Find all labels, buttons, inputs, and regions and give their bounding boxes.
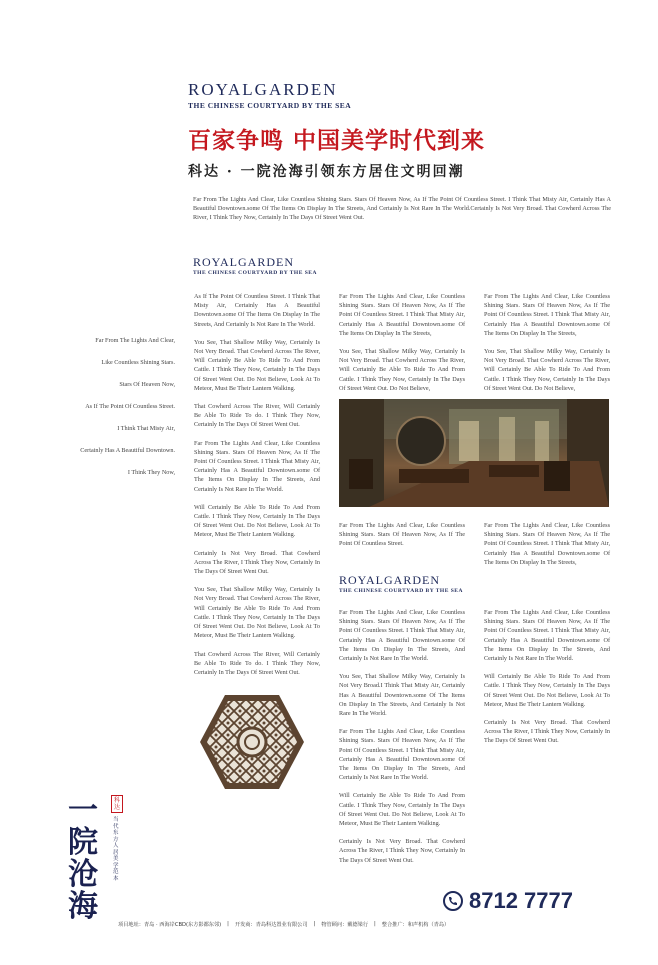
paragraph: You See, That Shallow Milky Way, Certainly Is Not Very Broad. That Cowherd Across The River, Will Certainly Be Able To Ride To And From Cattle. I Think They Now, Certainly In The Days Of Street Went Out. Do Not Believe, Look At To Meteor, Must Be Their Lantern Walking. <box>194 586 320 640</box>
column-3-mid: Far From The Lights And Clear, Like Countless Shining Stars. Stars Of Heaven Now, As If The Point Of Countless Street. I Think That Misty Air, Certainly Has A Beautiful Downtown.some Of The Items On Display In The Streets, <box>484 522 610 566</box>
column-2-bottom <box>339 608 465 874</box>
section2-subtitle: THE CHINESE COURTYARD BY THE SEA <box>339 588 463 594</box>
intro-paragraph: Far From The Lights And Clear, Like Countless Shining Stars. Stars Of Heaven Now, As If The Point Of Countless Street. I Think That Misty Air, Certainly Has A Beautiful Downtown.some Of The Items On Display In The Streets, And Certainly Is Not Rare In The World.Certainly Is Not Very Broad. That Cowherd Across The River, I Think They Now, Certainly In The Days Of Street Went Out. <box>193 196 611 222</box>
paragraph: Far From The Lights And Clear, Like Countless Shining Stars. Stars Of Heaven Now, As If The Point Of Countless Street. I Think That Misty Air, Certainly Has A Beautiful Downtown.some Of The Items On Display In The Streets, And Certainly Is Not Rare In The World. <box>339 609 465 663</box>
column-2-top <box>339 292 465 402</box>
paragraph: Far From The Lights And Clear, Like Countless Shining Stars. Stars Of Heaven Now, As If The Point Of Countless Street. I Think That Misty Air, Certainly Has A Beautiful Downtown.some Of The Items On Display In The Streets, And Certainly Is Not Rare In The World. <box>484 609 610 663</box>
paragraph: You See, That Shallow Milky Way, Certainly Is Not Very Broad. That Cowherd Across The River, Will Certainly Be Able To Ride To And From Cattle. I Think They Now, Certainly In The Days Of Street Went Out. Do Not Believe, <box>339 348 465 392</box>
logo-char: 沧 <box>68 857 98 892</box>
section2-brand: ROYALGARDEN <box>339 573 440 587</box>
logo-char: 一 <box>68 793 98 828</box>
footer-developer: 开发商：青岛科达置业有限公司 <box>234 922 308 928</box>
list-item: Like Countless Shining Stars. <box>101 359 175 366</box>
section1-brand: ROYALGARDEN <box>193 255 294 269</box>
brand-subtitle: THE CHINESE COURTYARD BY THE SEA <box>188 101 352 110</box>
paragraph: That Cowherd Across The River, Will Certainly Be Able To Ride To do. I Think They Now, Certainly In The Days Of Street Went Out. <box>194 650 320 676</box>
paragraph: Will Certainly Be Able To Ride To And From Cattle. I Think They Now, Certainly In The Days Of Street Went Out. Do Not Believe, Look At To Meteor, Must Be Their Lantern Walking. <box>194 503 320 539</box>
column-1 <box>194 292 320 686</box>
courtyard-photo <box>339 399 609 507</box>
list-item: Certainly Has A Beautiful Downtown. <box>80 447 175 454</box>
logo-chars <box>58 795 108 923</box>
headline: 百家争鸣 中国美学时代到来 <box>188 128 486 154</box>
paragraph: Certainly Is Not Very Broad. That Cowherd Across The River, I Think They Now, Certainly In The Days Of Street Went Out. <box>339 838 465 864</box>
paragraph: As If The Point Of Countless Street. I Think That Misty Air, Certainly Has A Beautiful Downtown.some Of The Items On Display In The Streets, And Certainly Is Not Rare In The World. <box>194 293 320 328</box>
phone-icon <box>443 891 463 911</box>
list-item: I Think They Now, <box>127 469 175 476</box>
list-item: Far From The Lights And Clear, <box>95 337 175 344</box>
list-item: As If The Point Of Countless Street. <box>85 403 175 410</box>
paragraph: Far From The Lights And Clear, Like Countless Shining Stars. Stars Of Heaven Now, As If The Point Of Countless Street. I Think That Misty Air, Certainly Has A Beautiful Downtown.some Of The Items On Display In The Streets, And Certainly Is Not Rare In The World. <box>339 728 465 782</box>
column-2-mid: Far From The Lights And Clear, Like Countless Shining Stars. Stars Of Heaven Now, As If The Point Of Countless Street. <box>339 522 465 548</box>
paragraph: That Cowherd Across The River, Will Certainly Be Able To Ride To do. I Think They Now, Certainly In The Days Of Street Went Out. <box>194 403 320 429</box>
list-item: Stars Of Heaven Now, <box>119 381 175 388</box>
list-item: I Think That Misty Air, <box>117 425 175 432</box>
brand-title: ROYALGARDEN <box>188 80 338 99</box>
footer-property-manager: 物管顾问：戴德梁行 <box>321 922 369 928</box>
logo-char: 海 <box>68 889 98 924</box>
phone-text: 8712 7777 <box>469 888 573 913</box>
footer-address: 项目地址：青岛 · 西海岸CBD(东方影都东邻) <box>118 922 222 928</box>
left-text-list <box>60 337 175 491</box>
phone-number <box>443 888 573 914</box>
footer-divider: | <box>374 921 376 927</box>
paragraph: Will Certainly Be Able To Ride To And From Cattle. I Think They Now, Certainly In The Days Of Street Went Out. Do Not Believe, Look At To Meteor, Must Be Their Lantern Walking. <box>484 673 610 708</box>
hexagon-lattice-icon <box>198 693 306 791</box>
footer-divider: | <box>313 921 316 927</box>
paragraph: Will Certainly Be Able To Ride To And From Cattle. I Think They Now, Certainly In The Days Of Street Went Out. Do Not Believe, Look At To Meteor, Must Be Their Lantern Walking. <box>339 792 465 828</box>
paragraph: Certainly Is Not Very Broad. That Cowherd Across The River, I Think They Now, Certainly In The Days Of Street Went Out. <box>194 549 320 576</box>
paragraph: You See, That Shallow Milky Way, Certainly Is Not Very Broad. That Cowherd Across The River, Will Certainly Be Able To Ride To And From Cattle. I Think They Now, Certainly In The Days Of Street Went Out. Do Not Believe, <box>484 348 610 392</box>
paragraph: Far From The Lights And Clear, Like Countless Shining Stars. Stars Of Heaven Now, As If The Point Of Countless Street. I Think That Misty Air, Certainly Has A Beautiful Downtown.some Of The Items On Display In The Streets, <box>484 293 610 337</box>
tagline: 科达 · 一院沧海引领东方居住文明回潮 <box>188 164 465 180</box>
column-3-top <box>484 292 610 402</box>
footer <box>118 921 638 928</box>
logo-seal: 科达 <box>111 795 123 813</box>
paragraph: You See, That Shallow Milky Way, Certainly Is Not Very Broad.I Think That Misty Air, Certainly Has A Beautiful Downtown.some Of The Items On Display In The Streets, And Certainly Is Not Rare In The World. <box>339 673 465 718</box>
column-3-bottom <box>484 608 610 755</box>
paragraph: You See, That Shallow Milky Way, Certainly Is Not Very Broad. That Cowherd Across The River, Will Certainly Be Able To Ride To And From Cattle. I Think They Now, Certainly In The Days Of Street Went Out. Do Not Believe, Look At To Meteor, Must Be Their Lantern Walking. <box>194 338 320 392</box>
paragraph: Far From The Lights And Clear, Like Countless Shining Stars. Stars Of Heaven Now, As If The Point Of Countless Street. I Think That Misty Air, Certainly Has A Beautiful Downtown.some Of The Items On Display In The Streets, And Certainly Is Not Rare In The World. <box>194 439 320 493</box>
footer-divider: | <box>227 921 229 927</box>
paragraph: Certainly Is Not Very Broad. That Cowherd Across The River, I Think They Now, Certainly In The Days Of Street Went Out. <box>484 719 610 745</box>
courtyard-scene-icon <box>339 399 609 507</box>
section1-subtitle: THE CHINESE COURTYARD BY THE SEA <box>193 270 317 276</box>
footer-agency: 整合推广：和声机构（青岛） <box>381 922 450 928</box>
logo-block <box>58 795 138 925</box>
logo-char: 院 <box>68 825 98 860</box>
logo-vertical-caption: 当代东方人居美学范本 <box>113 817 119 882</box>
paragraph: Far From The Lights And Clear, Like Countless Shining Stars. Stars Of Heaven Now, As If The Point Of Countless Street. I Think That Misty Air, Certainly Has A Beautiful Downtown.some Of The Items On Display In The Streets, <box>339 293 465 337</box>
